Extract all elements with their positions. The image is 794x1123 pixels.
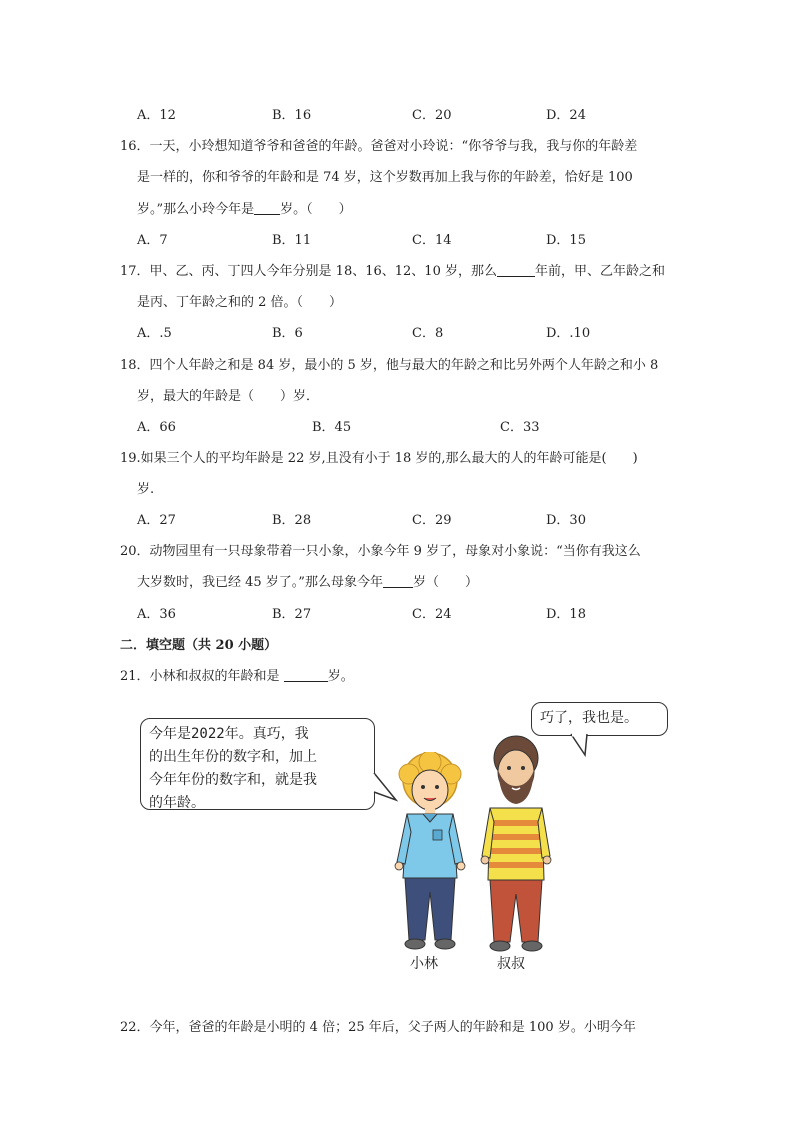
boy-illustration bbox=[385, 752, 475, 957]
q15-option-d: D．24 bbox=[546, 108, 586, 123]
q22-line-1: 22．今年，爸爸的年龄是小明的 4 倍；25 年后，父子两人的年龄和是 100 岁。小明今年 bbox=[120, 1020, 636, 1035]
q17-line-1-start: 17．甲、乙、丙、丁四人今年分别是 18、16、12、10 岁，那么 bbox=[120, 264, 497, 279]
q17-option-d: D．.10 bbox=[546, 326, 591, 341]
q17-line-1-end: 年前，甲、乙年龄之和 bbox=[534, 264, 665, 279]
q17-option-c: C．8 bbox=[412, 326, 444, 341]
bubble-line: 巧了，我也是。 bbox=[540, 710, 638, 726]
q19-line-2: 岁. bbox=[137, 482, 155, 497]
q20-line-2 bbox=[137, 571, 478, 590]
bubble-line: 今年是2022年。真巧，我 bbox=[149, 726, 309, 742]
answer-blank bbox=[497, 262, 535, 277]
q20-line-1: 20．动物园里有一只母象带着一只小象，小象今年 9 岁了，母象对小象说：“当你有我这么 bbox=[120, 544, 641, 559]
q16-option-d: D．15 bbox=[546, 233, 586, 248]
q19-option-c: C．29 bbox=[412, 513, 452, 528]
q20-option-d: D．18 bbox=[546, 607, 586, 622]
q16-line-1: 16．一天，小玲想知道爷爷和爸爸的年龄。爸爸对小玲说：“你爷爷与我，我与你的年龄差 bbox=[120, 139, 638, 154]
answer-blank bbox=[254, 200, 280, 215]
q18-option-b: B．45 bbox=[312, 420, 352, 435]
speech-bubble-xiaolin bbox=[140, 718, 375, 810]
q18-option-c: C．33 bbox=[500, 420, 540, 435]
q19-line-1: 19.如果三个人的平均年龄是 22 岁,且没有小于 18 岁的,那么最大的人的年龄可能是( ) bbox=[120, 451, 638, 466]
q21-prefix: 21．小林和叔叔的年龄和是 bbox=[120, 669, 284, 684]
q18-option-a: A．66 bbox=[137, 420, 176, 435]
q20-option-c: C．24 bbox=[412, 607, 452, 622]
answer-blank bbox=[383, 573, 413, 588]
bubble-line: 的年龄。 bbox=[149, 795, 205, 811]
q21-line bbox=[120, 665, 354, 684]
q18-line-1: 18．四个人年龄之和是 84 岁，最小的 5 岁，他与最大的年龄之和比另外两个人年龄之和小 8 bbox=[120, 358, 659, 373]
answer-blank bbox=[284, 667, 328, 682]
label-xiaolin: 小林 bbox=[410, 956, 438, 972]
bubble-line: 今年年份的数字和，就是我 bbox=[149, 772, 317, 788]
q19-option-d: D．30 bbox=[546, 513, 586, 528]
q16-option-a: A．7 bbox=[137, 233, 168, 248]
q19-option-a: A．27 bbox=[137, 513, 176, 528]
q17-line-1 bbox=[120, 260, 665, 279]
q15-option-b: B．16 bbox=[272, 108, 312, 123]
q16-line-3 bbox=[137, 198, 352, 217]
q17-option-b: B．6 bbox=[272, 326, 303, 341]
q17-line-2: 是丙、丁年龄之和的 2 倍。（ ） bbox=[137, 295, 343, 310]
q16-option-b: B．11 bbox=[272, 233, 312, 248]
q16-line-3-start: 岁。”那么小玲今年是 bbox=[137, 202, 255, 217]
label-uncle: 叔叔 bbox=[497, 956, 525, 972]
q15-option-c: C．20 bbox=[412, 108, 452, 123]
q16-option-c: C．14 bbox=[412, 233, 452, 248]
section-title: 二．填空题（共 20 小题） bbox=[120, 638, 278, 653]
q20-line-2-start: 大岁数时，我已经 45 岁了。”那么母象今年 bbox=[137, 575, 383, 590]
bubble-tail-right bbox=[565, 733, 595, 759]
q20-line-2-end: 岁（ ） bbox=[412, 575, 478, 590]
q20-option-b: B．27 bbox=[272, 607, 312, 622]
q19-option-b: B．28 bbox=[272, 513, 312, 528]
bubble-line: 的出生年份的数字和，加上 bbox=[149, 749, 317, 765]
uncle-illustration bbox=[476, 730, 556, 957]
q15-option-a: A．12 bbox=[137, 108, 176, 123]
q17-option-a: A．.5 bbox=[137, 326, 172, 341]
q20-option-a: A．36 bbox=[137, 607, 176, 622]
q18-line-2: 岁，最大的年龄是（ ）岁． bbox=[137, 389, 320, 404]
q16-line-3-end: 岁。（ ） bbox=[280, 202, 352, 217]
q16-line-2: 是一样的，你和爷爷的年龄和是 74 岁，这个岁数再加上我与你的年龄差，恰好是 100 bbox=[137, 170, 633, 185]
q21-suffix: 岁。 bbox=[327, 669, 354, 684]
